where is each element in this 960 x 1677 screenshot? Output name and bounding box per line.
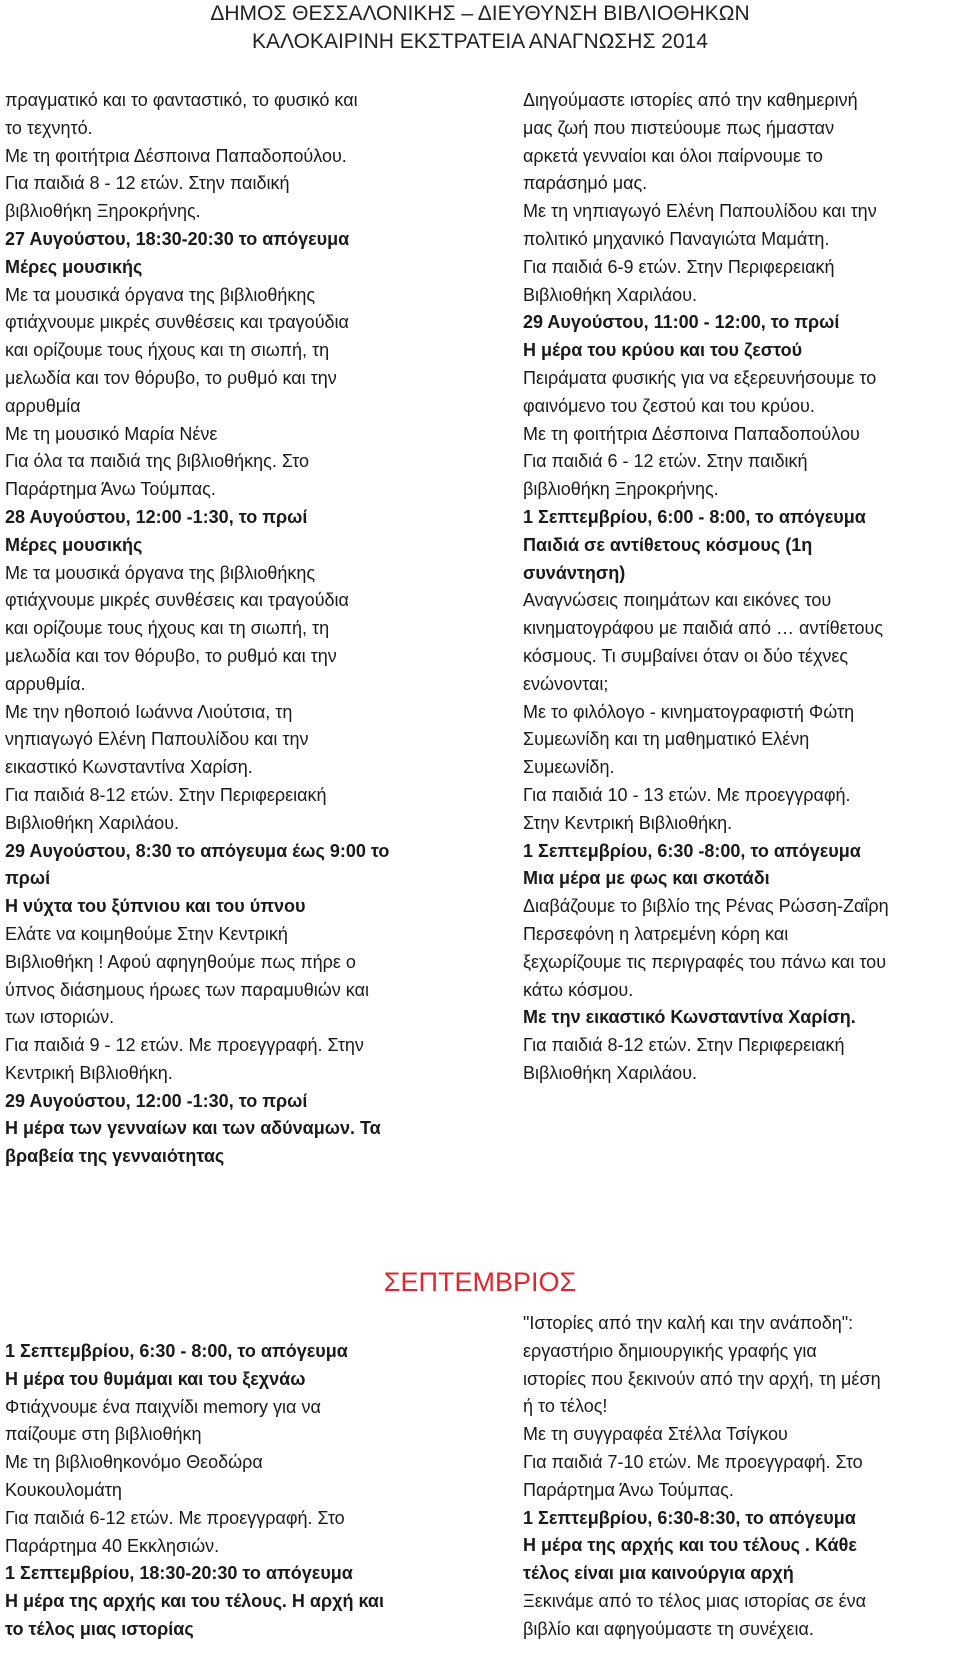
text-line: Φτιάχνουμε ένα παιχνίδι memory για να [5, 1396, 321, 1417]
text-line: φτιάχνουμε μικρές συνθέσεις και τραγούδια [5, 590, 349, 611]
text-line: Με τη μουσικό Μαρία Νένε [5, 423, 218, 444]
text-line: και ορίζουμε τους ήχους και τη σιωπή, τη [5, 340, 330, 361]
text-line: Κουκουλομάτη [5, 1479, 122, 1500]
text-line: αρρυθμία. [5, 673, 86, 694]
text-line: "Ιστορίες από την καλή και την ανάποδη": [523, 1313, 854, 1333]
text-line: Παράρτημα Άνω Τούμπας. [5, 479, 216, 500]
text-line: πρωί [5, 868, 51, 889]
text-line: 29 Αυγούστου, 11:00 - 12:00, το πρωί [523, 312, 840, 333]
text-line: τέλος είναι μια καινούργια αρχή [523, 1563, 794, 1584]
month-heading: ΣΕΠΤΕΜΒΡΙΟΣ [383, 1267, 577, 1297]
text-line: Για παιδιά 6 - 12 ετών. Στην παιδική [523, 451, 808, 472]
text-line: Παιδιά σε αντίθετους κόσμους (1η [523, 534, 813, 555]
text-line: Πειράματα φυσικής για να εξερευνήσουμε το [523, 367, 877, 388]
text-line: Με τη συγγραφέα Στέλλα Τσίγκου [523, 1424, 788, 1445]
text-line: 1 Σεπτεμβρίου, 6:30 -8:00, το απόγευμα [523, 840, 861, 861]
text-line: Περσεφόνη η λατρεμένη κόρη και [523, 923, 789, 944]
text-line: Διηγούμαστε ιστορίες από την καθημερινή [523, 90, 858, 110]
text-line: αρρυθμία [5, 395, 81, 416]
text-line: φαινόμενο του ζεστού και του κρύου. [523, 395, 815, 416]
text-line: ξεχωρίζουμε τις περιγραφές του πάνω και του [523, 951, 887, 972]
text-line: βιβλιοθήκη Ξηροκρήνης. [5, 201, 201, 222]
text-line: ή το τέλος! [523, 1396, 608, 1417]
text-line: μελωδία και τον θόρυβο, το ρυθμό και την [5, 367, 337, 388]
text-line: Για παιδιά 7-10 ετών. Με προεγγραφή. Στο [523, 1451, 863, 1472]
text-line: 29 Αυγούστου, 8:30 το απόγευμα έως 9:00 το [5, 840, 390, 861]
text-line: Με τη φοιτήτρια Δέσποινα Παπαδοπούλου [523, 423, 860, 444]
text-line: Ελάτε να κοιμηθούμε Στην Κεντρική [5, 923, 288, 944]
text-line: κάτω κόσμου. [523, 979, 634, 1000]
text-line: Συμεωνίδη. [523, 757, 615, 778]
text-line: 1 Σεπτεμβρίου, 6:30 - 8:00, το απόγευμα [5, 1341, 348, 1361]
text-line: αρκετά γενναίοι και όλοι παίρνουμε το [523, 145, 823, 166]
text-line: και ορίζουμε τους ήχους και τη σιωπή, τη [5, 618, 330, 639]
text-line: Βιβλιοθήκη Χαριλάου. [523, 284, 698, 305]
text-line: συνάντηση) [523, 562, 626, 583]
text-line: ιστορίες που ξεκινούν από την αρχή, τη μέση [523, 1368, 881, 1389]
text-line: Διαβάζουμε το βιβλίο της Ρένας Ρώσση-Ζαΐρη [523, 896, 889, 917]
text-column-left-top [5, 87, 445, 1171]
text-line: παίζουμε στη βιβλιοθήκη [5, 1424, 202, 1445]
text-line: πραγματικό και το φανταστικό, το φυσικό και [5, 90, 358, 110]
text-line: μας ζωή που πιστεύουμε πως ήμασταν [523, 117, 835, 138]
text-line: Παράρτημα 40 Εκκλησιών. [5, 1535, 220, 1556]
text-column-right-bottom [523, 1310, 953, 1644]
text-line: το τεχνητό. [5, 117, 93, 138]
text-line: νηπιαγωγό Ελένη Παπουλίδου και την [5, 729, 309, 750]
text-line: Κεντρική Βιβλιοθήκη. [5, 1062, 173, 1083]
text-line: κόσμους. Τι συμβαίνει όταν οι δύο τέχνες [523, 645, 849, 666]
text-line: παράσημό μας. [523, 173, 648, 194]
text-line: Στην Κεντρική Βιβλιοθήκη. [523, 812, 733, 833]
text-line: Παράρτημα Άνω Τούμπας. [523, 1479, 734, 1500]
text-line: Αναγνώσεις ποιημάτων και εικόνες του [523, 590, 832, 611]
text-line: κινηματογράφου με παιδιά από … αντίθετους [523, 618, 883, 639]
text-line: Με τη φοιτήτρια Δέσποινα Παπαδοπούλου. [5, 145, 347, 166]
text-line: φτιάχνουμε μικρές συνθέσεις και τραγούδια [5, 312, 349, 333]
text-line: Η νύχτα του ξύπνιου και του ύπνου [5, 896, 306, 917]
text-line: Για παιδιά 8 - 12 ετών. Στην παιδική [5, 173, 290, 194]
text-line: των ιστοριών. [5, 1007, 115, 1028]
text-line: 29 Αυγούστου, 12:00 -1:30, το πρωί [5, 1090, 308, 1111]
text-line: 1 Σεπτεμβρίου, 6:00 - 8:00, το απόγευμα [523, 506, 866, 527]
text-line: Με τα μουσικά όργανα της βιβλιοθήκης [5, 284, 316, 305]
text-line: Με τη βιβλιοθηκονόμο Θεοδώρα [5, 1452, 263, 1473]
text-line: πολιτικό μηχανικό Παναγιώτα Μαμάτη. [523, 228, 830, 249]
text-line: ύπνος διάσημους ήρωες των παραμυθιών και [5, 979, 369, 1000]
header-line-1: ΔΗΜΟΣ ΘΕΣΣΑΛΟΝΙΚΗΣ – ΔΙΕΥΘΥΝΣΗ ΒΙΒΛΙΟΘΗΚΩΝ [210, 2, 750, 25]
text-line: Για παιδιά 6-9 ετών. Στην Περιφερειακή [523, 256, 835, 277]
text-line: ενώνονται; [523, 673, 609, 694]
text-line: Βιβλιοθήκη ! Αφού αφηγηθούμε πως πήρε ο [5, 951, 356, 972]
text-line: 1 Σεπτεμβρίου, 6:30-8:30, το απόγευμα [523, 1507, 856, 1528]
text-line: Για παιδιά 8-12 ετών. Στην Περιφερειακή [5, 784, 327, 805]
text-line: Ξεκινάμε από το τέλος μιας ιστορίας σε ένα [523, 1590, 867, 1611]
text-line: εργαστήριο δημιουργικής γραφής για [523, 1340, 817, 1361]
text-line: 27 Αυγούστου, 18:30-20:30 το απόγευμα [5, 228, 350, 249]
text-line: βιβλιοθήκη Ξηροκρήνης. [523, 479, 719, 500]
text-column-left-bottom [5, 1338, 445, 1644]
text-line: Μέρες μουσικής [5, 256, 143, 277]
text-line: Συμεωνίδη και τη μαθηματικό Ελένη [523, 729, 810, 750]
text-column-right-top [523, 87, 953, 1088]
text-line: Η μέρα της αρχής και του τέλους. Η αρχή και [5, 1591, 385, 1612]
text-line: μελωδία και τον θόρυβο, το ρυθμό και την [5, 645, 337, 666]
text-line: Βιβλιοθήκη Χαριλάου. [5, 812, 180, 833]
text-line: Με τα μουσικά όργανα της βιβλιοθήκης [5, 562, 316, 583]
text-line: βραβεία της γενναιότητας [5, 1146, 225, 1167]
text-line: Βιβλιοθήκη Χαριλάου. [523, 1062, 698, 1083]
text-line: Η μέρα της αρχής και του τέλους . Κάθε [523, 1535, 857, 1556]
text-line: Για όλα τα παιδιά της βιβλιοθήκης. Στο [5, 451, 309, 472]
text-line: Με την ηθοποιό Ιωάννα Λιούτσια, τη [5, 701, 293, 722]
page-header [0, 0, 960, 56]
text-line: Για παιδιά 8-12 ετών. Στην Περιφερειακή [523, 1035, 845, 1056]
text-line: το τέλος μιας ιστορίας [5, 1618, 194, 1639]
text-line: βιβλίο και αφηγούμαστε τη συνέχεια. [523, 1618, 814, 1639]
text-line: Για παιδιά 9 - 12 ετών. Με προεγγραφή. Στην [5, 1035, 364, 1056]
text-line: 1 Σεπτεμβρίου, 18:30-20:30 το απόγευμα [5, 1563, 353, 1584]
text-line: Με το φιλόλογο - κινηματογραφιστή Φώτη [523, 701, 855, 722]
text-line: εικαστικό Κωνσταντίνα Χαρίση. [5, 757, 253, 778]
text-line: Για παιδιά 10 - 13 ετών. Με προεγγραφή. [523, 784, 851, 805]
text-line: Για παιδιά 6-12 ετών. Με προεγγραφή. Στο [5, 1507, 345, 1528]
text-line: Η μέρα των γενναίων και των αδύναμων. Τα [5, 1118, 381, 1139]
text-line: Με την εικαστικό Κωνσταντίνα Χαρίση. [523, 1007, 856, 1028]
text-line: Η μέρα του κρύου και του ζεστού [523, 340, 803, 361]
text-line: 28 Αυγούστου, 12:00 -1:30, το πρωί [5, 506, 308, 527]
text-line: Μέρες μουσικής [5, 534, 143, 555]
text-line: Η μέρα του θυμάμαι και του ξεχνάω [5, 1368, 306, 1389]
text-line: Μια μέρα με φως και σκοτάδι [523, 868, 770, 889]
header-line-2: ΚΑΛΟΚΑΙΡΙΝΗ ΕΚΣΤΡΑΤΕΙΑ ΑΝΑΓΝΩΣΗΣ 2014 [252, 30, 708, 53]
text-line: Με τη νηπιαγωγό Ελένη Παπουλίδου και την [523, 201, 877, 222]
